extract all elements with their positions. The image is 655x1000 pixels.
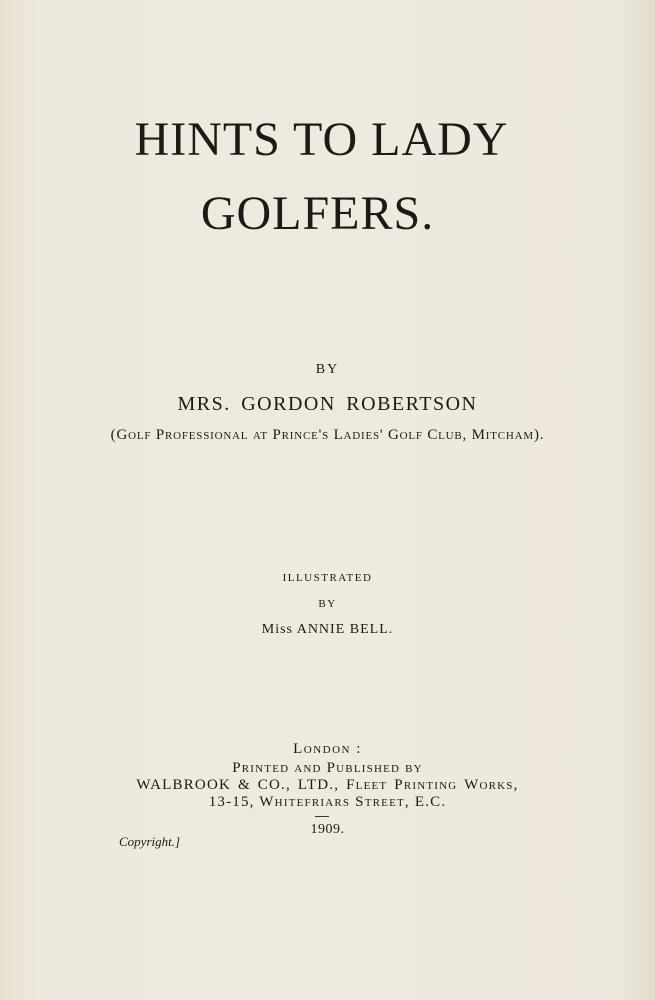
- by-label: BY: [315, 362, 340, 377]
- illustrator-name: Miss ANNIE BELL.: [261, 622, 394, 637]
- imprint-printed-by: Printed and Published by: [232, 760, 423, 776]
- copyright-note: Copyright.]: [119, 834, 181, 849]
- illustrated-label: ILLUSTRATED: [282, 572, 373, 584]
- publication-year: 1909.: [310, 822, 345, 837]
- imprint-publisher: WALBROOK & CO., LTD., Fleet Printing Works,: [136, 777, 519, 793]
- author-affiliation: (Golf Professional at Prince's Ladies' Golf Club, Mitcham).: [110, 427, 545, 443]
- illustrator-by-label: BY: [318, 598, 337, 610]
- author-name: MRS. GORDON ROBERTSON: [177, 393, 478, 415]
- imprint-address: 13-15, Whitefriars Street, E.C.: [208, 794, 447, 810]
- book-title-line-1: HINTS TO LADY: [134, 113, 509, 166]
- book-title-line-2: GOLFERS.: [200, 187, 435, 240]
- divider-rule: [315, 816, 329, 817]
- imprint-city: London :: [293, 741, 362, 757]
